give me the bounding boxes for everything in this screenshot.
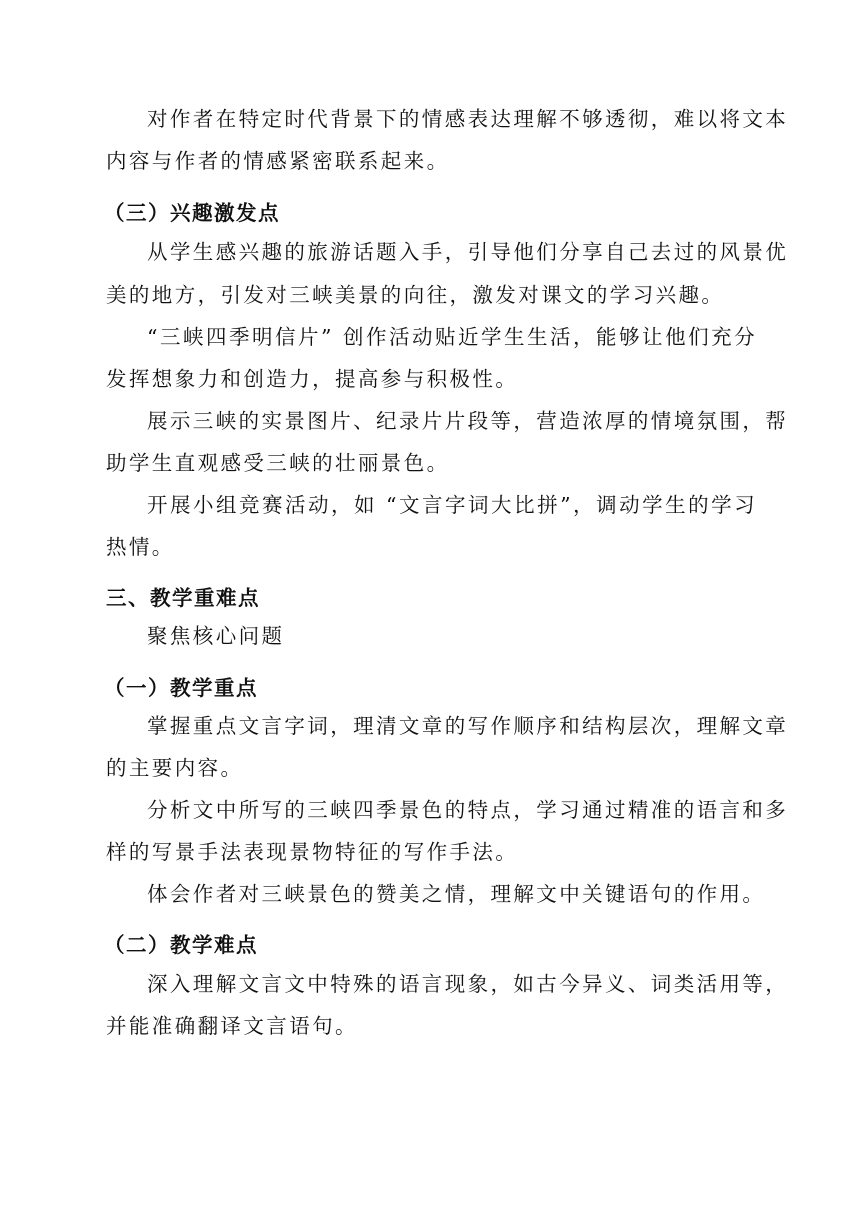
paragraph-line: 掌握重点文言字词，理清文章的写作顺序和结构层次，理解文章 (147, 714, 789, 738)
section-heading-focus: 三、教学重难点 (106, 586, 260, 610)
paragraph-line: 热情。 (106, 535, 175, 559)
paragraph-line: 体会作者对三峡景色的赞美之情，理解文中关键语句的作用。 (147, 882, 766, 906)
section-heading-key-points: （一）教学重点 (104, 676, 258, 700)
paragraph-line: 美的地方，引发对三峡美景的向往，激发对课文的学习兴趣。 (106, 283, 725, 307)
section-subtitle: 聚焦核心问题 (147, 624, 285, 648)
paragraph-line: 展示三峡的实景图片、纪录片片段等，营造浓厚的情境氛围，帮 (147, 409, 789, 433)
paragraph-line: 的主要内容。 (106, 756, 244, 780)
paragraph-line: 开展小组竞赛活动，如 “文言字词大比拼”，调动学生的学习 (147, 493, 757, 517)
section-heading-difficult-points: （二）教学难点 (104, 933, 258, 957)
paragraph-line: 助学生直观感受三峡的壮丽景色。 (106, 451, 450, 475)
paragraph-line: “三峡四季明信片” 创作活动贴近学生生活，能够让他们充分 (147, 325, 757, 349)
paragraph-line: 样的写景手法表现景物特征的写作手法。 (106, 840, 519, 864)
paragraph-line: 分析文中所写的三峡四季景色的特点，学习通过精准的语言和多 (147, 798, 789, 822)
paragraph-line: 深入理解文言文中特殊的语言现象，如古今异义、词类活用等， (147, 972, 789, 996)
paragraph-line: 内容与作者的情感紧密联系起来。 (106, 149, 450, 173)
section-heading-interest: （三）兴趣激发点 (104, 201, 280, 225)
paragraph-line: 发挥想象力和创造力，提高参与积极性。 (106, 367, 519, 391)
paragraph-line: 对作者在特定时代背景下的情感表达理解不够透彻，难以将文本 (147, 107, 789, 131)
paragraph-line: 从学生感兴趣的旅游话题入手，引导他们分享自己去过的风景优 (147, 240, 789, 264)
paragraph-line: 并能准确翻译文言语句。 (106, 1014, 358, 1038)
